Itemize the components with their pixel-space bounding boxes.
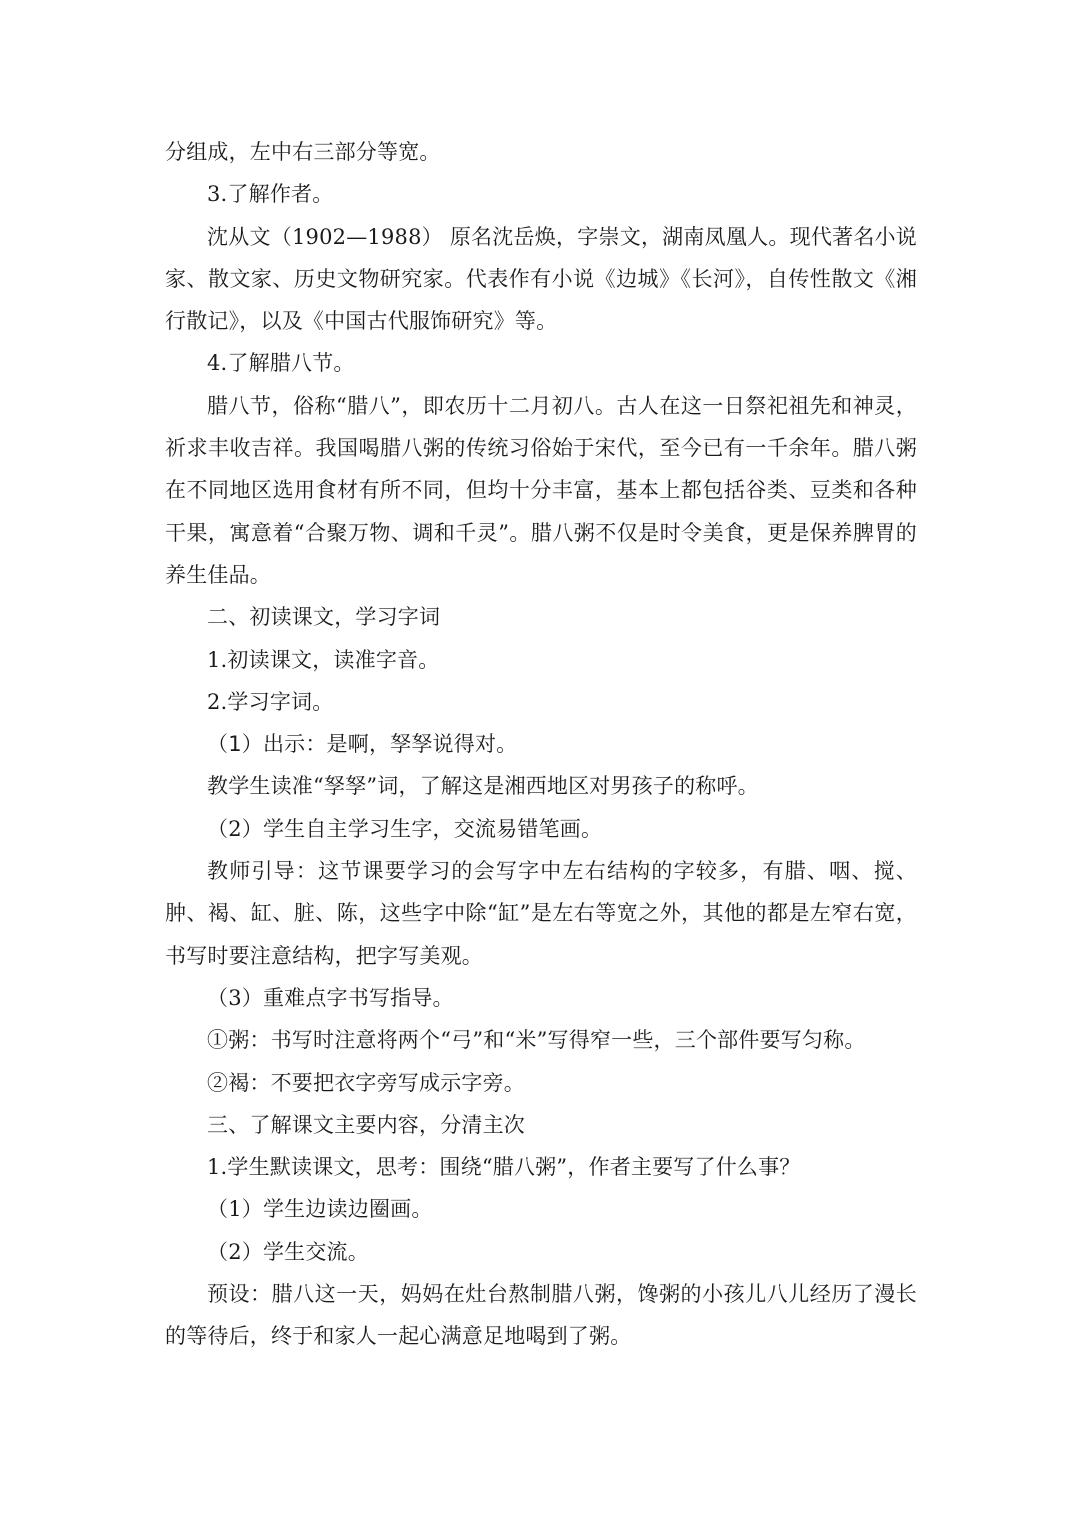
paragraph-laba-festival: 腊八节，俗称“腊八”，即农历十二月初八。古人在这一日祭祀祖先和神灵，祈求丰收吉祥。我国喝腊八粥的传统习俗始于宋代，至今已有一千余年。腊八粥在不同地区选用食材有所不同，但均十分丰富，基本上都包括谷类、豆类和各种干果，寓意着“合聚万物、调和千灵”。腊八粥不仅是时令美食，更是保养脾胃的养生佳品。 [165,393,917,587]
heading-laba-festival: 4.了解腊八节。 [207,351,355,376]
step-key-characters: （3）重难点字书写指导。 [207,985,454,1010]
document-body [165,131,917,1358]
paragraph-continuation: 分组成，左中右三部分等宽。 [165,140,441,164]
example-sentence: （1）出示：是啊，孥孥说得对。 [207,732,518,757]
step-read-and-mark: （1）学生边读边圈画。 [207,1197,433,1222]
note-character-he: ②褐：不要把衣字旁写成示字旁。 [207,1070,525,1095]
heading-learn-author: 3.了解作者。 [207,182,334,207]
section-heading-main-content: 三、了解课文主要内容，分清主次 [207,1112,525,1137]
section-heading-first-reading: 二、初读课文，学习字词 [207,605,441,630]
paragraph-preset-answer: 预设：腊八这一天，妈妈在灶台熬制腊八粥，馋粥的小孩儿八儿经历了漫长的等待后，终于和家人一起心满意足地喝到了粥。 [165,1282,917,1349]
paragraph-author-bio: 沈从文（1902—1988） 原名沈岳焕，字崇文，湖南凤凰人。现代著名小说家、散文家、历史文物研究家。代表作有小说《边城》《长河》，自传性散文《湘行散记》，以及《中国古代服饰研究》等。 [165,224,917,334]
step-self-study-characters: （2）学生自主学习生字，交流易错笔画。 [207,816,603,841]
step-learn-words: 2.学习字词。 [207,689,334,714]
paragraph-nunu-meaning: 教学生读准“孥孥”词，了解这是湘西地区对男孩子的称呼。 [207,774,759,799]
step-read-pronunciation: 1.初读课文，读准字音。 [207,647,440,672]
step-discussion: （2）学生交流。 [207,1239,369,1264]
note-character-zhou: ①粥：书写时注意将两个“弓”和“米”写得窄一些，三个部件要写匀称。 [207,1028,866,1053]
step-silent-reading: 1.学生默读课文，思考：围绕“腊八粥”，作者主要写了什么事？ [207,1155,801,1180]
paragraph-teacher-guidance: 教师引导：这节课要学习的会写字中左右结构的字较多，有腊、咽、搅、肿、褐、缸、脏、陈，这些字中除“缸”是左右等宽之外，其他的都是左窄右宽，书写时要注意结构，把字写美观。 [165,859,917,968]
